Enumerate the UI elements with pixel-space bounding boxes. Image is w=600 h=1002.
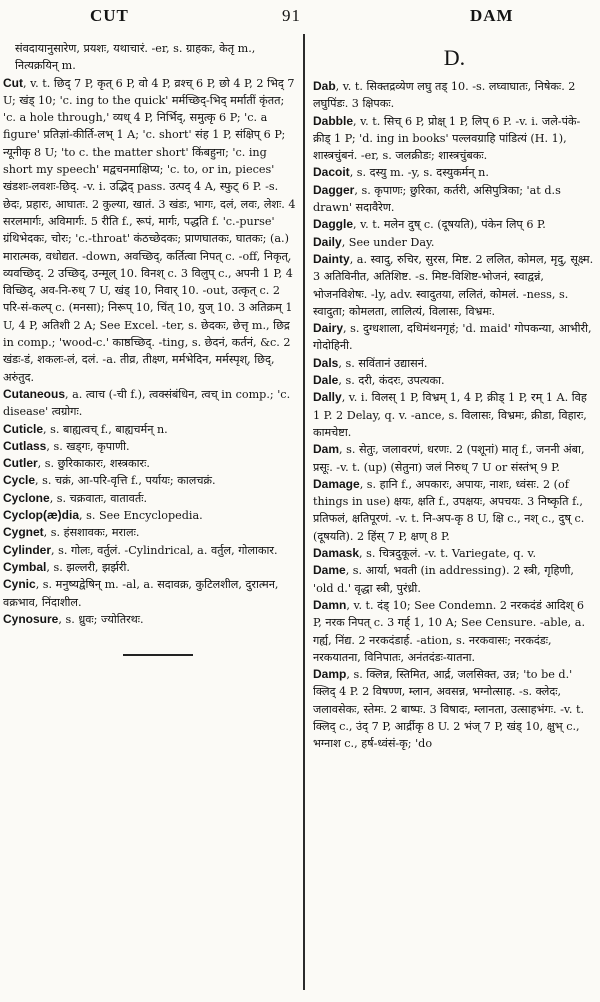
entry-headword: Cycle [3,473,36,488]
entry-headword: Cutaneous [3,386,66,401]
dictionary-entry [3,40,297,75]
dictionary-entry [313,372,596,389]
entry-definition: , s. छुरिकाकारः, शस्त्रकारः. [37,457,150,471]
entry-definition: , s. गोलः, वर्तुलं. -Cylindrical, a. वर्तुल, गोलाकार. [51,543,278,557]
entry-headword: Cuticle [3,421,44,436]
right-guide-word: DAM [470,6,514,25]
dictionary-entry [313,216,596,233]
entry-headword: Cymbal [3,559,47,574]
dictionary-entry [313,113,596,165]
entry-continuation: संवदायानुसारेण, प्रयशः, यथाचारं. -er, s. ग्राहकः, केतृ m., नित्यक्रयिन् m. [15,42,256,73]
dictionary-entry [313,545,596,562]
entry-headword: Cygnet [3,525,44,540]
entry-headword: Dals [313,355,339,370]
entry-headword: Dally [313,390,342,405]
entry-definition: , a. त्वाच (-ची f.), त्वक्संबंधिन, त्वच् in comp.; 'c. disease' त्वग्रोगः. [3,387,291,419]
entry-definition: , s. सविंतानं उद्यासनं. [338,356,428,370]
entry-headword: Dabble [313,113,354,128]
dictionary-entry [313,666,596,752]
entry-headword: Damage [313,476,360,491]
dictionary-entry [313,562,596,597]
entry-definition: , s. क्लिन्न, स्तिमित, आर्द्र, जलसिक्त, उन्न; 'to be d.' क्लिद् 4 P. 2 विषण्ण, म्लान, अवसन्न, भग्नोत्साह. -s. क्लेदः, जलावसेकः, स्तेमः. 2 बाष्पः. 3 विषादः, म्लानता, उत्साहभंगः. -v. t. क्लिद् c., उंद् 7 P, आर्द्रीकृ 8 U. 2 भंज् 7 P, खंड् 10, क्षुभ् c., भग्नाश c., हर्ष-ध्वंसं-कृ; 'do [313,668,585,751]
dictionary-entry [313,355,596,372]
entry-definition: , s. बाह्यत्वच् f., बाह्यचर्मन् n. [43,422,168,436]
entry-definition: , s. See Encyclopedia. [79,509,203,523]
dictionary-entry [313,597,596,666]
entry-headword: Damp [313,667,347,682]
dictionary-entry [313,234,596,251]
dictionary-entry [313,389,596,441]
entry-headword: Dagger [313,182,355,197]
dictionary-entry [3,524,297,541]
page-number: 91 [282,6,301,25]
entry-definition: , s. मनुष्यद्वेषिन् m. -al, a. सदावक्र, कुटिलशील, दुरात्मन, वक्रभाव, निंदाशील. [3,578,279,609]
entry-definition: , s. खड्गः, कृपाणी. [46,439,130,453]
entry-definition: , s. दरी, कंदरः, उपत्यका. [338,374,445,388]
entry-headword: Cyclop(æ)dia [3,508,80,523]
left-guide-word: CUT [90,6,129,25]
entry-headword: Cutler [3,456,38,471]
entry-headword: Dacoit [313,165,350,180]
entry-headword: Dam [313,442,340,457]
entry-definition: , s. ध्रुवः; ज्योतिरथः. [58,612,144,626]
entry-definition: , See under Day. [341,235,435,249]
column-divider [303,34,305,990]
entry-headword: Damn [313,597,347,612]
entry-headword: Cut [3,75,23,90]
entry-headword: Daily [313,234,342,249]
dictionary-entry [3,421,297,438]
page-header [0,6,600,30]
dictionary-entry [3,490,297,507]
dictionary-entry [313,476,596,545]
left-column [3,40,297,656]
entry-definition: , s. हंसशावकः, मरालः. [43,526,140,540]
dictionary-entry [3,507,297,524]
section-letter: D. [443,45,466,70]
entry-headword: Dale [313,373,339,388]
dictionary-entry [313,164,596,181]
entry-definition: , s. सेतुः, जलावरणं, धरणः. 2 (पशूनां) मातृ f., जननी अंबा, प्रसूः. -v. t. (up) (सेतुना) जलं निरुध् 7 U or संस्तंभ् 9 P. [313,443,585,474]
entry-headword: Daggle [313,217,354,232]
entry-definition: , s. चक्रं, आ-परि-वृत्ति f., पर्यायः; कालचक्रं. [35,474,216,488]
entry-definition: , s. दुग्धशाला, दधिमंथनगृहं; 'd. maid' गोपकन्या, आभीरी, गोदोहिनी. [313,322,592,353]
dictionary-entry [313,320,596,355]
entry-headword: Cyclone [3,490,50,505]
entry-definition: , v. t. सिच् 6 P, प्रोक्ष् 1 P, लिप् 6 P. -v. i. जले-पंके-क्रीड् 1 P; 'd. ing in books' पल्लवग्राहि पांडित्यं (H. 1), शास्त्रचुंबनं. -er, s. जलक्रीडः; शास्त्रचुंबकः. [313,114,581,163]
entry-definition: , s. दस्यु m. -y, s. दस्युकर्मन् n. [349,166,489,180]
entry-definition: , s. हानि f., अपकारः, अपायः, नाशः, ध्वंसः. 2 (of things in use) क्षयः, क्षति f., उपक्षयः, अपचयः. 3 निष्कृति f., प्रतिफलं, क्षतिपूरणं. -v. t. नि-अप-कृ 8 U, क्षि c., नश् c., दुष् c. (दूषयति). 2 हिंस् 7 P, क्षण् 8 P. [313,477,585,543]
entry-headword: Cynic [3,577,36,592]
entry-headword: Cutlass [3,438,47,453]
dictionary-entry [313,441,596,476]
dictionary-entry [313,182,596,217]
entry-headword: Dame [313,563,346,578]
entry-definition: , v. t. छिद् 7 P, कृत् 6 P, वो 4 P, व्रश्च् 6 P, छो 4 P, 2 भिद् 7 U; खंड् 10; 'c. ing to the quick' मर्मच्छिद्-भिद् मर्मातीं कृंतत; 'c. a hole through,' व्यध् 4 P, निर्भिद्, समुत्कृ 6 P; 'c. a figure' प्रतिज्ञां-कीर्ति-लभ् 1 A; 'c. short' संह 1 P, संक्षिप् 6 P; न्यूनीकृ 8 U; 'to c. the matter short' किंबहुना; 'c. ing short my speech' मद्वचनमाक्षिप्य; 'c. to, or in, pieces' खंडशः-लवशः-छिद्. -v. i. उद्भिद् pass. उत्पद् 4 A, स्फुट् 6 P. -s. छेदः, प्रहारः, आघातः. 2 कुल्या, खातं. 3 खंडः, भागः, दलं, लवः, लेशः. 4 सरलमार्गः, अविमार्गः. 5 रीति f., रूपं, मार्गः, पद्धति f. 'c.-purse' ग्रंथिभेदकः, चोरः; 'c.-throat' कंठच्छेदकः; प्राणघातकः, घातकः; (a.) मारात्मक, वधोद्यत. -down, अवच्छिद्, कर्तित्वा निपत् c. -off, निकृत्, व्यवच्छिद्. 2 उच्छिद्, उन्मूल् 10. विनश् c. 3 विलुप् c., अपनी 1 P, 4 विच्छिद्, अव-नि-रुध् 7 U, खंड् 10, निवार् 10. -out, उत्कृत् c. 2 परि-सं-कल्प् c. (मनसा); निरूप् 10, चिंत् 10, युज् 10. 3 अतिक्रम् 1 U, 4 P, अतिशी 2 A; See Excel. -ter, s. छेदकः, छेत्तृ m., छिद्र in comp.; 'wood-c.' काष्ठच्छिद्. -ting, s. छेदनं, कर्तनं, &c. 2 खंडः-डं, शकलः-लं, दलं. -a. तीव्र, तीक्ष्ण, मर्मभेदिन, मर्मस्पृश्, छिद्, अरुंतुद. [3,76,296,384]
dictionary-entry [3,611,297,628]
right-column [313,40,596,753]
entry-headword: Damask [313,546,360,561]
entry-definition: , v. t. दंड् 10; See Condemn. 2 नरकदंडं आदिश् 6 P, नरक निपत् c. 3 गर्ह् 1, 10 A; See Censure. -able, a. गर्ह्य, निंद्य. 2 नरकदंडार्ह. -ation, s. नरकवासः; नरकदंडः, नरकयातना, विनिपातः, अनंतदंडः-यातना. [313,598,585,664]
entry-headword: Dairy [313,321,344,336]
entry-definition: , s. झल्लरी, झर्झरी. [46,560,130,574]
entry-definition: , s. चक्रवातः, वातावर्तः. [49,491,148,505]
dictionary-entry [3,438,297,455]
entry-headword: Cynosure [3,611,59,626]
dictionary-entry [313,251,596,320]
entry-definition: , s. आर्या, भवती (in addressing). 2 स्त्री, गृहिणी, 'old d.' वृद्धा स्त्री, पुरंध्री. [313,564,574,595]
entry-headword: Cylinder [3,542,52,557]
entry-definition: , a. स्वादु, रुचिर, सुरस, मिष्ट. 2 ललित, कोमल, मृदु, सूक्ष्म. 3 अतिविनीत, अतिशिष्ट. -s. मिष्ट-विशिष्ट-भोजनं, स्वाद्वन्नं, भोजनविशेषः. -ly, adv. स्वादुतया, ललितं, कोमलं. -ness, s. स्वादुता; कोमलता, लालित्यं, विलासः, विभ्रमः. [313,252,594,318]
dictionary-entry [3,559,297,576]
end-of-column-rule [123,654,193,656]
entry-definition: , s. कृपाणः; छुरिका, कर्तरी, असिपुत्रिका; 'at d.s drawn' सदावैरेण. [313,183,561,215]
dictionary-entry [3,542,297,559]
dictionary-entry [3,455,297,472]
entry-headword: Dab [313,79,336,93]
entry-definition: , v. t. सिक्तद्रव्येण लघु तड् 10. -s. लघ्वाघातः, निषेकः. 2 लघुपिंडः. 3 क्षिपकः. [313,80,576,111]
entry-definition: , v. t. मलेन दुष् c. (दूषयति), पंकेन लिप् 6 P. [353,218,546,232]
dictionary-entry [313,78,596,113]
entry-definition: , s. चित्रदुकूलं. -v. t. Variegate, q. v. [359,547,537,561]
dictionary-entry [3,386,297,421]
entry-definition: , v. i. विलस् 1 P, विभ्रम् 1, 4 P, क्रीड् 1 P, रम् 1 A. विह 1 P. 2 Delay, q. v. -ance, s. विलासः, विभ्रमः, क्रीडा, विहारः, कामचेष्टा. [313,391,587,439]
dictionary-entry [3,576,297,611]
dictionary-entry [3,472,297,489]
entry-headword: Dainty [313,251,350,266]
dictionary-entry [3,75,297,386]
